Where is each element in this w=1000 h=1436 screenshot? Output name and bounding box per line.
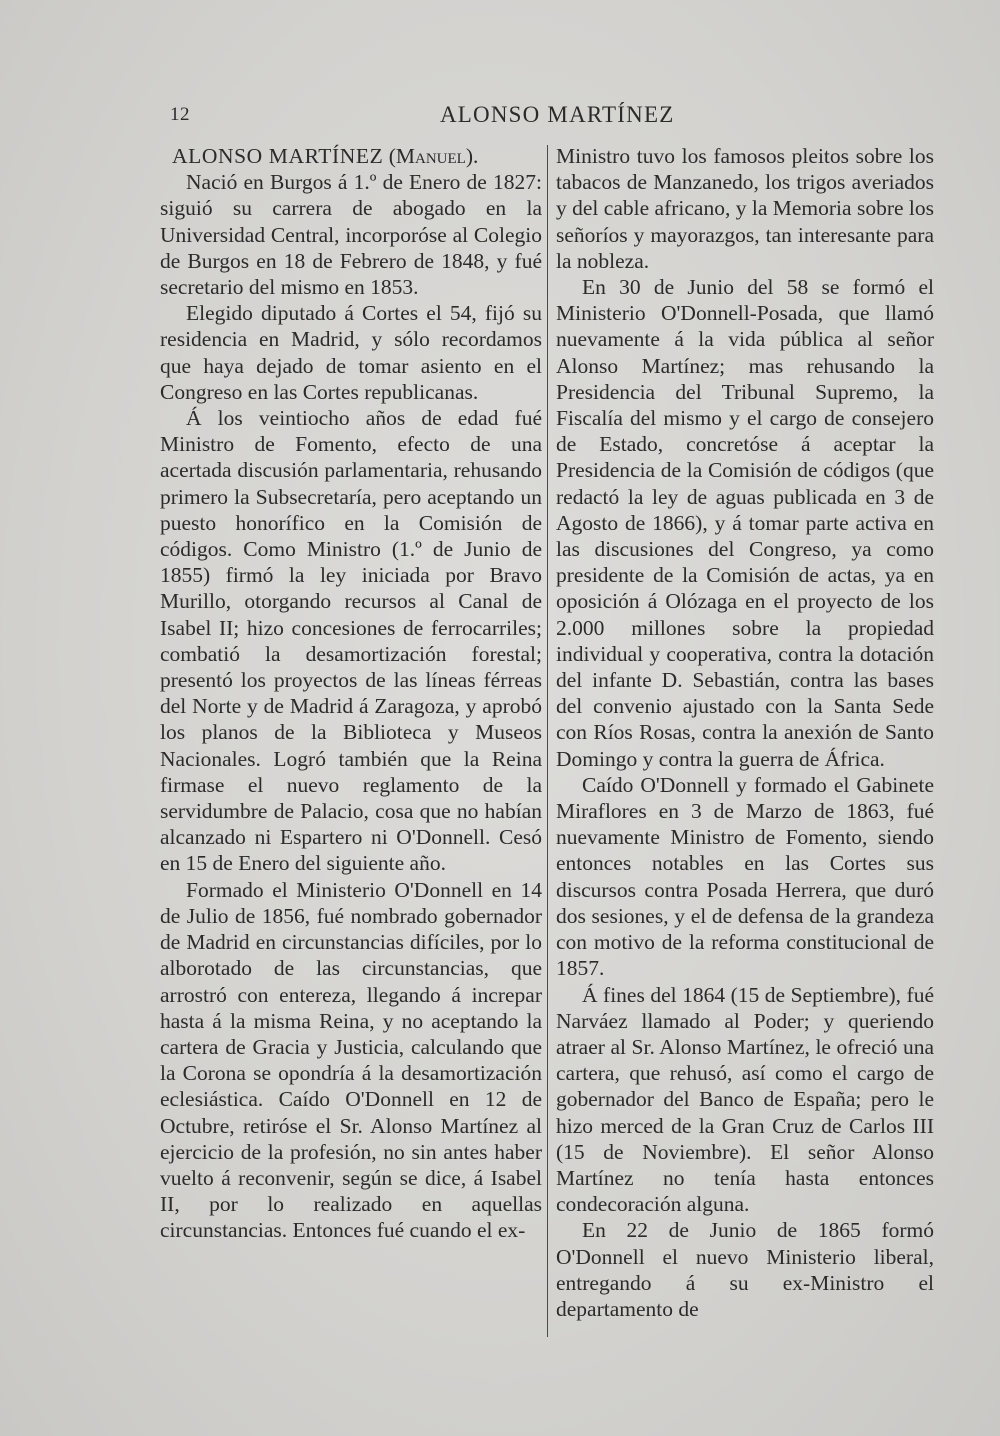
paragraph: Ministro tuvo los famosos pleitos sobre los tabacos de Manzanedo, los trigos averiados y del cable africano, y la Memoria sobre los señoríos y mayorazgos, tan interesante para la nobleza. — [556, 144, 934, 273]
paragraph: Formado el Ministerio O'Donnell en 14 de Julio de 1856, fué nombrado gobernador de Madrid en circunstancias difíciles, por lo alborotado de las circunstancias, que arrostró con entereza, llegando á increpar hasta á la misma Reina, y no aceptando la cartera de Gracia y Justicia, calculando que la Corona se opondría á la desamortización eclesiástica. Caído O'Donnell en 12 de Octubre, retiróse el Sr. Alonso Martínez al ejercicio de la profesión, no sin antes haber vuelto á reconvenir, según se dice, á Isabel II, por lo realizado en aquellas circunstancias. Entonces fué cuando el ex- — [160, 877, 542, 1243]
column-divider — [547, 145, 548, 1337]
entry-heading — [172, 143, 542, 169]
paragraph: Á fines del 1864 (15 de Septiembre), fué Narváez llamado al Poder; y queriendo atraer al Sr. Alonso Martínez, le ofreció una cartera, que rehusó, así como el cargo de gobernador del Banco de España; pero le hizo merced de la Gran Cruz de Carlos III (15 de Noviembre). El señor Alonso Martínez no tenía hasta entonces condecoración alguna. — [556, 982, 934, 1217]
paragraph: Nació en Burgos á 1.º de Enero de 1827: siguió su carrera de abogado en la Universidad Central, incorporóse al Colegio de Burgos en 18 de Febrero de 1848, y fué secretario del mismo en 1853. — [160, 170, 542, 300]
entry-given-name: (Manuel). — [388, 144, 479, 168]
running-head: ALONSO MARTÍNEZ — [440, 102, 675, 127]
paragraph: Á los veintiocho años de edad fué Ministro de Fomento, efecto de una acertada discusión parlamentaria, rehusando primero la Subsecretaría, pero aceptando un puesto honorífico en la Comisión de códigos. Como Ministro (1.º de Junio de 1855) firmó la ley iniciada por Bravo Murillo, otorgando recursos al Canal de Isabel II; hizo concesiones de ferrocarriles; combatió la desamortización forestal; presentó los proyectos de las líneas férreas del Norte y de Madrid á Zaragoza, y aprobó los planos de la Biblioteca y Museos Nacionales. Logró también que la Reina firmase el nuevo reglamento de la servidumbre de Palacio, cosa que no habían alcanzado ni Espartero ni O'Donnell. Cesó en 15 de Enero del siguiente año. — [160, 406, 542, 876]
paragraph: En 22 de Junio de 1865 formó O'Donnell el nuevo Ministerio liberal, entregando á su ex-Ministro el departamento de — [556, 1218, 934, 1321]
paragraph: Caído O'Donnell y formado el Gabinete Miraflores en 3 de Marzo de 1863, fué nuevamente Ministro de Fomento, siendo entonces notables en las Cortes sus discursos contra Posada Herrera, que duró dos sesiones, y el de defensa de la grandeza con motivo de la reforma constitucional de 1857. — [556, 772, 934, 981]
right-column — [556, 143, 934, 1322]
paragraph: En 30 de Junio del 58 se formó el Ministerio O'Donnell-Posada, que llamó nuevamente á la vida pública al señor Alonso Martínez; mas rehusando la Presidencia del Tribunal Supremo, la Fiscalía del mismo y el cargo de consejero de Estado, concretóse á aceptar la Presidencia de la Comisión de códigos (que redactó la ley de aguas publicada en 3 de Agosto de 1866), y á tomar parte activa en las discusiones del Congreso, ya como presidente de la Comisión de actas, ya en oposición á Olózaga en el proyecto de los 2.000 millones sobre la propiedad individual y cooperativa, contra la dotación del infante D. Sebastián, contra las bases del convenio ajustado con la Santa Sede con Ríos Rosas, contra la anexión de Santo Domingo y contra la guerra de África. — [556, 275, 934, 771]
paragraph: Elegido diputado á Cortes el 54, fijó su residencia en Madrid, y sólo recordamos que haya dejado de tomar asiento en el Congreso en las Cortes republicanas. — [160, 301, 542, 404]
page-number: 12 — [170, 104, 190, 125]
left-column — [160, 143, 542, 1244]
entry-name: ALONSO MARTÍNEZ — [172, 144, 384, 168]
